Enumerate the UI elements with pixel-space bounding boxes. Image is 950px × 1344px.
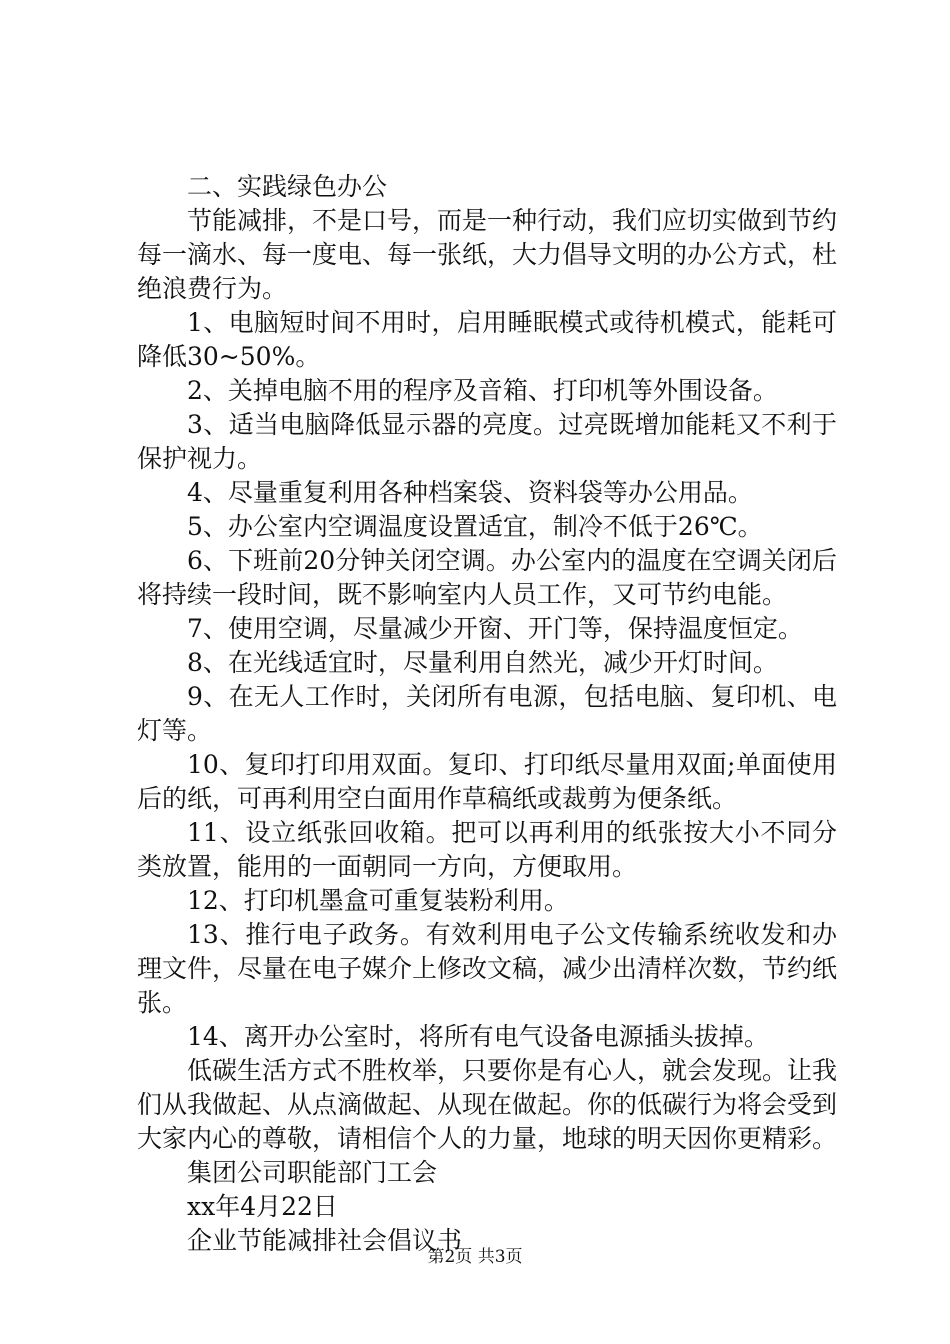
page-footer <box>0 1242 950 1267</box>
paragraph-intro: 节能减排，不是口号，而是一种行动，我们应切实做到节约每一滴水、每一度电、每一张纸，大力倡导文明的办公方式，杜绝浪费行为。 <box>137 206 838 303</box>
paragraph-item-9: 9、在无人工作时，关闭所有电源，包括电脑、复印机、电灯等。 <box>137 682 837 745</box>
paragraph-closing: 低碳生活方式不胜枚举，只要你是有心人，就会发现。让我们从我做起、从点滴做起、从现在做起。你的低碳行为将会受到大家内心的尊敬，请相信个人的力量，地球的明天因你更精彩。 <box>137 1056 838 1153</box>
paragraph-item-2: 2、关掉电脑不用的程序及音箱、打印机等外围设备。 <box>187 376 778 405</box>
section-heading: 二、实践绿色办公 <box>187 172 388 201</box>
paragraph-item-10: 10、复印打印用双面。复印、打印纸尽量用双面;单面使用后的纸，可再利用空白面用作草稿纸或裁剪为便条纸。 <box>137 750 837 813</box>
paragraph-item-14: 14、离开办公室时，将所有电气设备电源插头拔掉。 <box>187 1022 769 1051</box>
paragraph-item-4: 4、尽量重复利用各种档案袋、资料袋等办公用品。 <box>187 478 753 507</box>
paragraph-item-1: 1、电脑短时间不用时，启用睡眠模式或待机模式，能耗可降低30~50%。 <box>137 308 837 371</box>
date-line: xx年4月22日 <box>187 1192 338 1221</box>
paragraph-item-7: 7、使用空调，尽量减少开窗、开门等，保持温度恒定。 <box>187 614 803 643</box>
document-body <box>137 170 837 1258</box>
paragraph-item-5: 5、办公室内空调温度设置适宜，制冷不低于26℃。 <box>187 512 763 541</box>
paragraph-item-12: 12、打印机墨盒可重复装粉利用。 <box>187 886 569 915</box>
paragraph-item-13: 13、推行电子政务。有效利用电子公文传输系统收发和办理文件，尽量在电子媒介上修改文稿，减少出清样次数，节约纸张。 <box>137 920 838 1017</box>
paragraph-item-11: 11、设立纸张回收箱。把可以再利用的纸张按大小不同分类放置，能用的一面朝同一方向，方便取用。 <box>137 818 837 881</box>
next-document-title: 企业节能减排社会倡议书 <box>187 1226 463 1255</box>
page-number-label: 第2页 共3页 <box>427 1247 523 1267</box>
paragraph-item-8: 8、在光线适宜时，尽量利用自然光，减少开灯时间。 <box>187 648 778 677</box>
signature: 集团公司职能部门工会 <box>187 1158 438 1187</box>
paragraph-item-6: 6、下班前20分钟关闭空调。办公室内的温度在空调关闭后将持续一段时间，既不影响室内人员工作，又可节约电能。 <box>137 546 837 609</box>
paragraph-item-3: 3、适当电脑降低显示器的亮度。过亮既增加能耗又不利于保护视力。 <box>137 410 837 473</box>
